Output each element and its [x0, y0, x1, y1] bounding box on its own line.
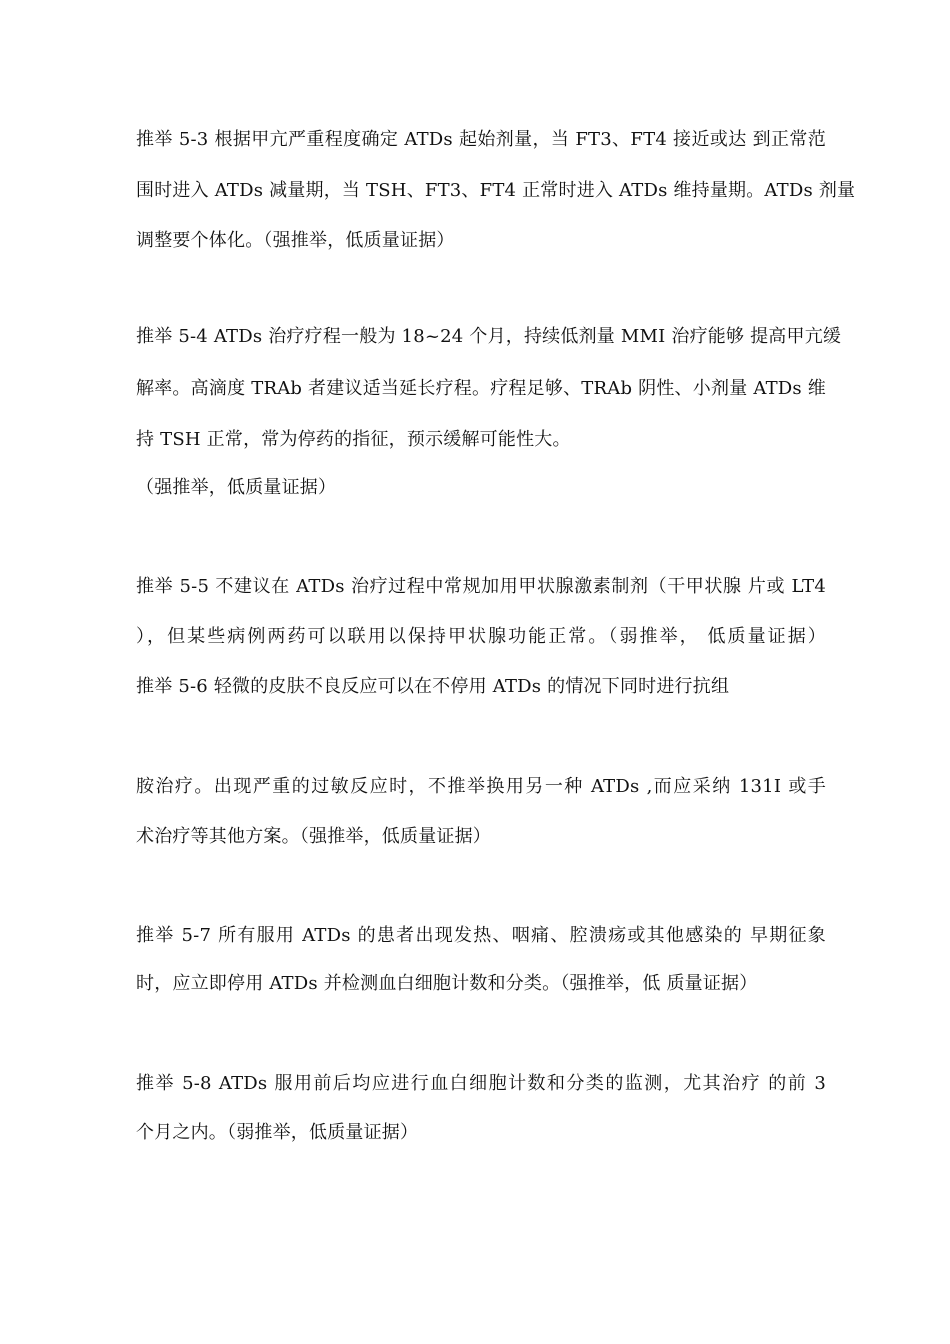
rec-5-4-line-3: 持 TSH 正常，常为停药的指征，预示缓解可能性大。	[136, 429, 571, 450]
rec-5-8-line-1: 推举 5-8 ATDs 服用前后均应进行血白细胞计数和分类的监测，尤其治疗 的前 3	[136, 1073, 826, 1094]
rec-5-8-line-2: 个月之内。（弱推举，低质量证据）	[136, 1122, 419, 1143]
rec-5-3-line-3: 调整要个体化。（强推举，低质量证据）	[136, 230, 455, 251]
rec-5-7-line-2: 时，应立即停用 ATDs 并检测血白细胞计数和分类。（强推举，低 质量证据）	[136, 973, 758, 994]
rec-5-3-line-2: 围时进入 ATDs 减量期，当 TSH、FT3、FT4 正常时进入 ATDs 维持量期。ATDs 剂量	[136, 180, 856, 201]
rec-5-5-line-2: ），但某些病例两药可以联用以保持甲状腺功能正常。（弱推举， 低质量证据）	[136, 626, 826, 647]
rec-5-4-line-2: 解率。高滴度 TRAb 者建议适当延长疗程。疗程足够、TRAb 阴性、小剂量 ATDs 维	[136, 378, 826, 399]
rec-5-6-cont-line-2: 术治疗等其他方案。（强推举，低质量证据）	[136, 826, 491, 847]
rec-5-5-line-1: 推举 5-5 不建议在 ATDs 治疗过程中常规加用甲状腺激素制剂（干甲状腺 片或 LT4	[136, 576, 826, 597]
rec-5-3-line-1: 推举 5-3 根据甲亢严重程度确定 ATDs 起始剂量，当 FT3、FT4 接近或达 到正常范	[136, 129, 826, 150]
rec-5-4-line-1: 推举 5-4 ATDs 治疗疗程一般为 18~24 个月，持续低剂量 MMI 治疗能够 提高甲亢缓	[136, 326, 842, 347]
rec-5-6-line-1: 推举 5-6 轻微的皮肤不良反应可以在不停用 ATDs 的情况下同时进行抗组	[136, 676, 730, 697]
rec-5-4-line-4: （强推举，低质量证据）	[136, 477, 337, 498]
rec-5-6-cont-line-1: 胺治疗。出现严重的过敏反应时，不推举换用另一种 ATDs ,而应采纳 131I 或手	[136, 776, 826, 797]
rec-5-7-line-1: 推举 5-7 所有服用 ATDs 的患者出现发热、咽痛、腔溃疡或其他感染的 早期征象	[136, 925, 826, 946]
